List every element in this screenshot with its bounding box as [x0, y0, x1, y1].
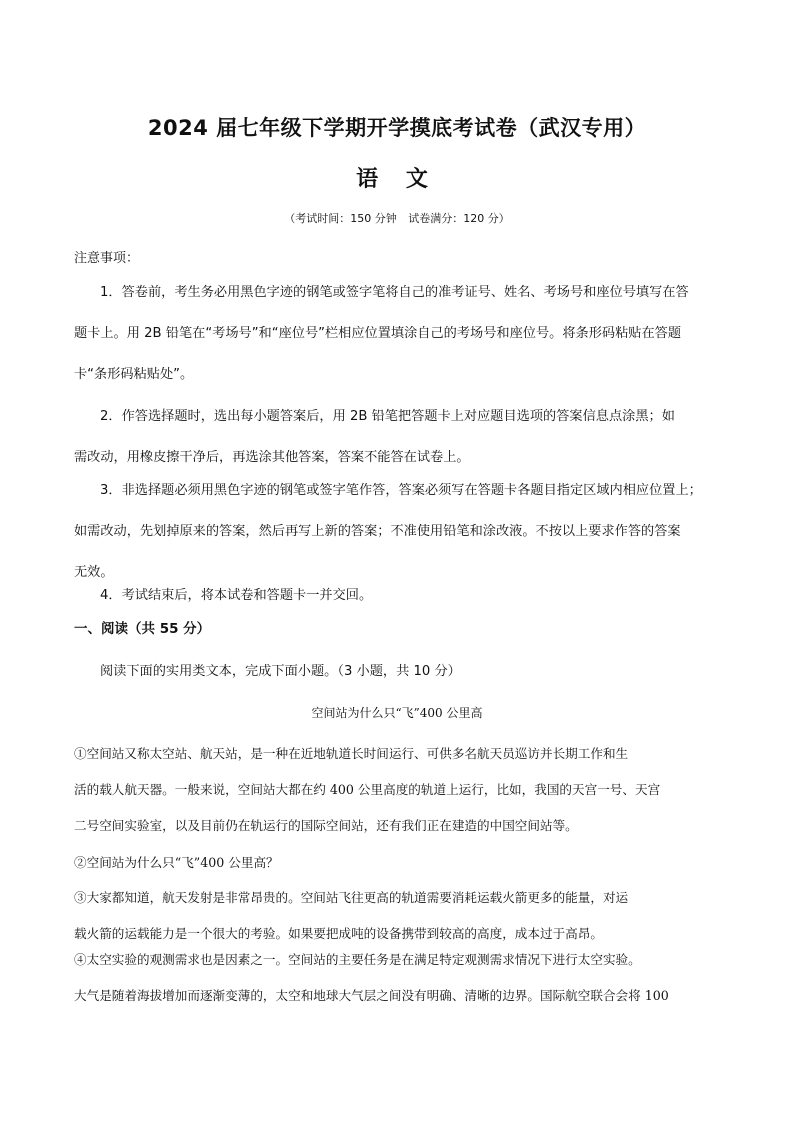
article-paragraph: [74, 942, 730, 1014]
full-score: 试卷满分：120 分）: [408, 212, 510, 225]
notice-line: 需改动，用橡皮擦干净后，再选涂其他答案，答案不能答在试卷上。: [74, 450, 470, 465]
article-line: 载火箭的运载能力是一个很大的考验。如果要把成吨的设备携带到较高的高度，成本过于高昂。: [74, 926, 603, 941]
exam-info: [0, 210, 794, 226]
notice-item: [74, 396, 722, 478]
article-title: 空间站为什么只“飞”400 公里高: [311, 706, 483, 720]
article-line: ③大家都知道，航天发射是非常昂贵的。空间站飞往更高的轨道需要消耗运载火箭更多的能量，对运: [74, 890, 629, 905]
notice-line: 4．考试结束后，将本试卷和答题卡一并交回。: [100, 588, 373, 603]
section-heading: 一、阅读（共 55 分）: [74, 621, 211, 637]
notice-line: 1．答卷前，考生务必用黑色字迹的钢笔或签字笔将自己的准考证号、姓名、考场号和座位号填写在答: [100, 285, 689, 300]
notice-line: 卡“条形码粘贴处”。: [74, 367, 194, 382]
article-line: ①空间站又称太空站、航天站，是一种在近地轨道长时间运行、可供多名航天员巡访并长期工作和生: [74, 746, 629, 761]
reading-intro: 阅读下面的实用类文本，完成下面小题。（3 小题，共 10 分）: [100, 664, 461, 679]
notice-item: [74, 272, 722, 395]
exam-time: （考试时间：150 分钟: [284, 212, 397, 225]
article-line: 大气是随着海拔增加而逐渐变薄的，太空和地球大气层之间没有明确、清晰的边界。国际航空联合会将 100: [74, 988, 669, 1003]
notice-line: 无效。: [74, 565, 114, 580]
notice-line: 题卡上。用 2B 铅笔在“考场号”和“座位号”栏相应位置填涂自己的考场号和座位号。将条形码粘贴在答题: [74, 326, 682, 341]
article-line: ④太空实验的观测需求也是因素之一。空间站的主要任务是在满足特定观测需求情况下进行太空实验。: [74, 952, 641, 967]
article-line: 活的载人航天器。一般来说，空间站大都在约 400 公里高度的轨道上运行，比如，我国的天宫一号、天宫: [74, 782, 661, 797]
exam-title: 2024 届七年级下学期开学摸底考试卷（武汉专用）: [147, 116, 647, 140]
notice-item: [74, 575, 722, 616]
article-paragraph: [74, 845, 730, 881]
article-paragraph: [74, 736, 730, 844]
notice-line: 2．作答选择题时，选出每小题答案后，用 2B 铅笔把答题卡上对应题目选项的答案信息点涂黑；如: [100, 409, 675, 424]
subject-title: 语 文: [356, 167, 438, 192]
notice-line: 3．非选择题必须用黑色字迹的钢笔或签字笔作答，答案必须写在答题卡各题目指定区域内相应位置上；: [100, 483, 702, 498]
notice-heading: 注意事项：: [74, 251, 140, 266]
notice-line: 如需改动，先划掉原来的答案，然后再写上新的答案；不准使用铅笔和涂改液。不按以上要求作答的答案: [74, 524, 681, 539]
article-line: 二号空间实验室，以及目前仍在轨运行的国际空间站，还有我们正在建造的中国空间站等。: [74, 818, 578, 833]
article-line: ②空间站为什么只“飞”400 公里高？: [74, 855, 279, 870]
